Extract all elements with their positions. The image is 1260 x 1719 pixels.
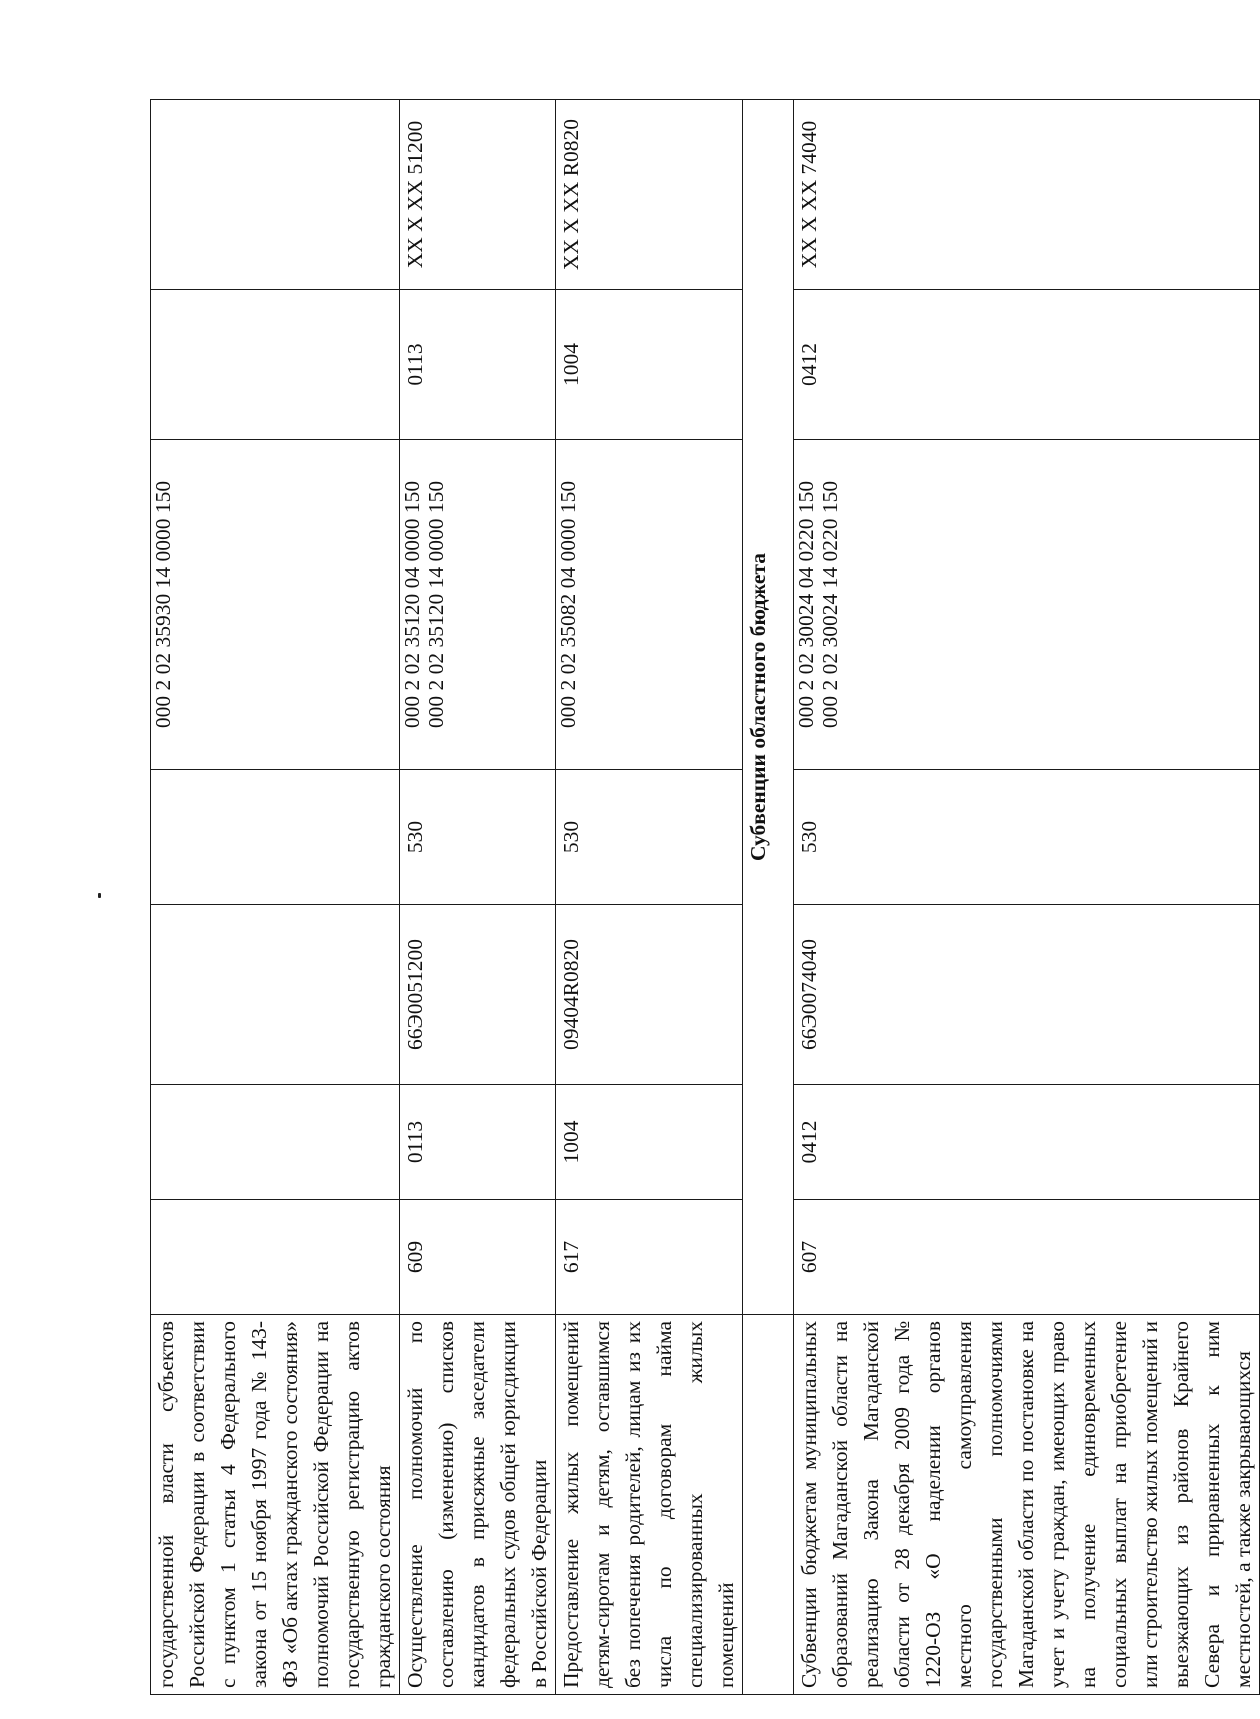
section-spacer (743, 1315, 794, 1695)
rzpr-code: 1004 (556, 290, 743, 440)
income-codes (400, 440, 556, 770)
table-row (151, 100, 400, 1695)
income-code: 000 2 02 35120 14 0000 150 (424, 480, 448, 729)
row-name: государственной власти субъектов Российской Федерации в соответствии с пунктом 1 статьи 4 Федерального закона от 15 ноября 1997 года № 143-ФЗ «Об актах гражданского состояния» полномочий Российской Федерации на государственную регистрацию актов гражданского состояния (151, 1315, 400, 1695)
table-row (556, 100, 743, 1695)
classifier-code (151, 100, 400, 290)
target-code: 66Э0051200 (400, 905, 556, 1085)
income-code: 000 2 02 30024 04 0220 150 (794, 480, 818, 729)
income-code: 000 2 02 30024 14 0220 150 (818, 480, 842, 729)
admin-code: 609 (400, 1200, 556, 1315)
table-row (400, 100, 556, 1695)
income-codes (151, 440, 400, 770)
subvention-table (150, 99, 1260, 1695)
classifier-code: XX X XX 51200 (400, 100, 556, 290)
rzpr-code: 0113 (400, 290, 556, 440)
income-code: 000 2 02 35120 04 0000 150 (400, 480, 424, 729)
section-code: 0412 (794, 1085, 1260, 1200)
row-name: Предоставление жилых помещений детям-сиротам и детям, оставшимся без попечения родителей, лицам из их числа по договорам найма специализированных жилых помещений (556, 1315, 743, 1695)
scan-speck (98, 893, 101, 898)
rzpr-code: 0412 (794, 290, 1260, 440)
expense-code: 530 (794, 770, 1260, 905)
section-code (151, 1085, 400, 1200)
row-name: Осуществление полномочий по составлению (изменению) списков кандидатов в присяжные заседатели федеральных судов общей юрисдикции в Российской Федерации (400, 1315, 556, 1695)
section-row (743, 100, 794, 1695)
expense-code: 530 (400, 770, 556, 905)
expense-code: 530 (556, 770, 743, 905)
classifier-code: XX X XX R0820 (556, 100, 743, 290)
income-codes (556, 440, 743, 770)
income-code: 000 2 02 35082 04 0000 150 (556, 480, 580, 729)
target-code (151, 905, 400, 1085)
admin-code: 607 (794, 1200, 1260, 1315)
expense-code (151, 770, 400, 905)
admin-code (151, 1200, 400, 1315)
admin-code: 617 (556, 1200, 743, 1315)
target-code: 09404R0820 (556, 905, 743, 1085)
section-header: Субвенции областного бюджета (743, 100, 794, 1315)
classifier-code: XX X XX 74040 (794, 100, 1260, 290)
income-codes (794, 440, 1260, 770)
rotated-page (150, 100, 1255, 1695)
income-code: 000 2 02 35930 14 0000 150 (151, 480, 175, 729)
section-code: 1004 (556, 1085, 743, 1200)
section-code: 0113 (400, 1085, 556, 1200)
rzpr-code (151, 290, 400, 440)
target-code: 66Э0074040 (794, 905, 1260, 1085)
table-row (794, 100, 1260, 1695)
row-name: Субвенции бюджетам муниципальных образований Магаданской области на реализацию Закона Магаданской области от 28 декабря 2009 года № 1220-ОЗ «О наделении органов местного самоуправления государственными полномочиями Магаданской области по постановке на учет и учету граждан, имеющих право на получение единовременных социальных выплат на приобретение или строительство жилых помещений и выезжающих из районов Крайнего Севера и приравненных к ним местностей, а также закрывающихся (794, 1315, 1260, 1695)
